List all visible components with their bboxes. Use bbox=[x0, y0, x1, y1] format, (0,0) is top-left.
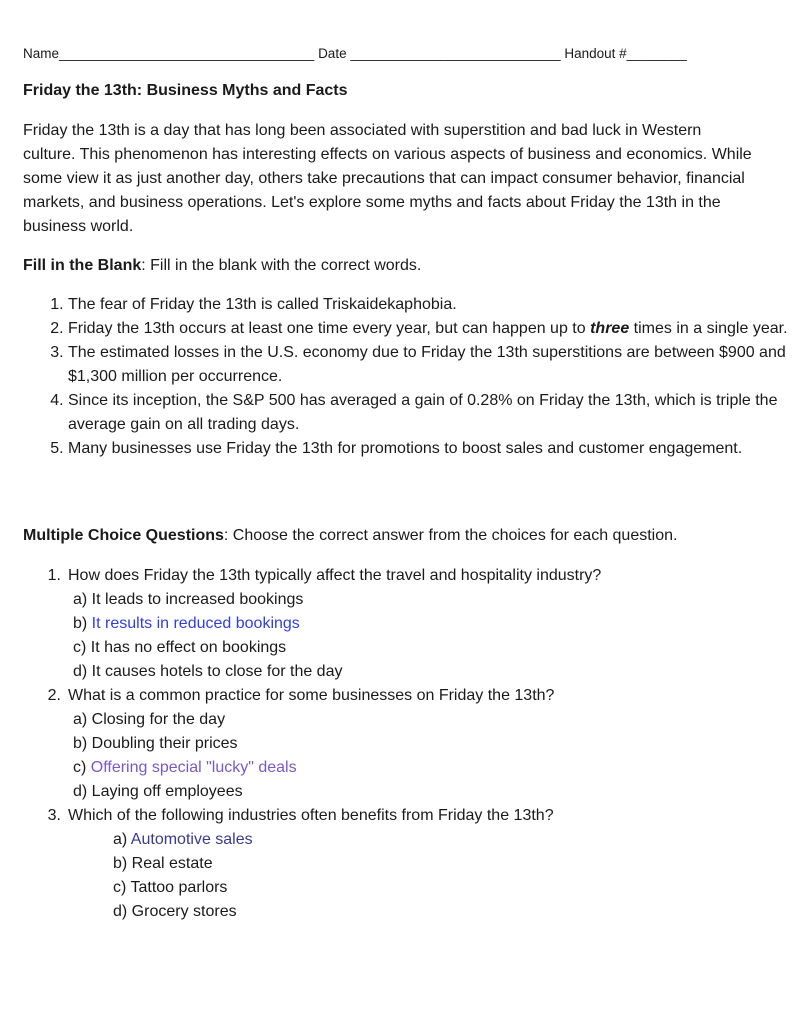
fill-blank-heading: Fill in the Blank bbox=[23, 257, 142, 274]
mc-instruction: : Choose the correct answer from the choices for each question. bbox=[223, 527, 678, 544]
option-3c[interactable]: c) Tattoo parlors bbox=[113, 879, 228, 896]
date-blank[interactable]: ____________________________ bbox=[350, 46, 561, 61]
list-item: 5. Many businesses use Friday the 13th for promotions to boost sales and customer engagement. bbox=[68, 437, 793, 461]
fill-blank-list bbox=[23, 293, 793, 461]
mc-question-list bbox=[23, 564, 753, 924]
item-text: Friday the 13th occurs at least one time every year, but can happen up to bbox=[68, 320, 591, 337]
fill-blank-heading-line bbox=[23, 257, 421, 275]
question-number: 3. bbox=[47, 807, 61, 824]
option-2b[interactable]: b) Doubling their prices bbox=[73, 735, 238, 752]
question-3 bbox=[23, 804, 753, 828]
option-2d[interactable]: d) Laying off employees bbox=[73, 783, 243, 800]
question-2 bbox=[23, 684, 753, 708]
option-2a[interactable]: a) Closing for the day bbox=[73, 711, 226, 728]
list-item: 4. Since its inception, the S&P 500 has averaged a gain of 0.28% on Friday the 13th, which is triple the average gain on all trading days. bbox=[68, 389, 793, 437]
name-label: Name bbox=[23, 46, 60, 61]
date-label: Date bbox=[318, 46, 347, 61]
option-1d[interactable]: d) It causes hotels to close for the day bbox=[73, 663, 343, 680]
question-text: What is a common practice for some businesses on Friday the 13th? bbox=[68, 687, 555, 704]
list-item bbox=[68, 317, 793, 341]
question-text: How does Friday the 13th typically affect the travel and hospitality industry? bbox=[68, 567, 602, 584]
option-3b[interactable]: b) Real estate bbox=[113, 855, 213, 872]
filled-answer: three bbox=[590, 320, 630, 337]
handout-blank[interactable]: ________ bbox=[626, 46, 687, 61]
option-1c[interactable]: c) It has no effect on bookings bbox=[73, 639, 287, 656]
header-line bbox=[23, 46, 687, 61]
fill-blank-instruction: : Fill in the blank with the correct words. bbox=[141, 257, 422, 274]
option-3a-selected[interactable]: a) Automotive sales bbox=[113, 831, 253, 848]
question-text: Which of the following industries often benefits from Friday the 13th? bbox=[68, 807, 554, 824]
option-1a[interactable]: a) It leads to increased bookings bbox=[73, 591, 304, 608]
question-1 bbox=[23, 564, 753, 588]
intro-paragraph: Friday the 13th is a day that has long been associated with superstition and bad luck in Western culture. This phenomenon has interesting effects on various aspects of business and economics. While some view it as just another day, others take precautions that can impact consumer behavior, financial markets, and business operations. Let's explore some myths and facts about Friday the 13th in the business world. bbox=[23, 122, 752, 235]
page-title: Friday the 13th: Business Myths and Facts bbox=[23, 82, 348, 99]
item-text: times in a single year. bbox=[629, 320, 788, 337]
name-blank[interactable]: __________________________________ bbox=[59, 46, 315, 61]
mc-heading: Multiple Choice Questions bbox=[23, 527, 224, 544]
mc-heading-line bbox=[23, 527, 677, 545]
option-3d[interactable]: d) Grocery stores bbox=[113, 903, 237, 920]
option-2c-selected[interactable]: c) Offering special "lucky" deals bbox=[73, 759, 297, 776]
list-item: 3. The estimated losses in the U.S. economy due to Friday the 13th superstitions are between $900 and $1,300 million per occurrence. bbox=[68, 341, 793, 389]
question-number: 2. bbox=[47, 687, 61, 704]
handout-label: Handout # bbox=[564, 46, 627, 61]
question-number: 1. bbox=[47, 567, 61, 584]
option-1b-selected[interactable]: b) It results in reduced bookings bbox=[73, 615, 300, 632]
list-item: 1. The fear of Friday the 13th is called Triskaidekaphobia. bbox=[68, 293, 793, 317]
